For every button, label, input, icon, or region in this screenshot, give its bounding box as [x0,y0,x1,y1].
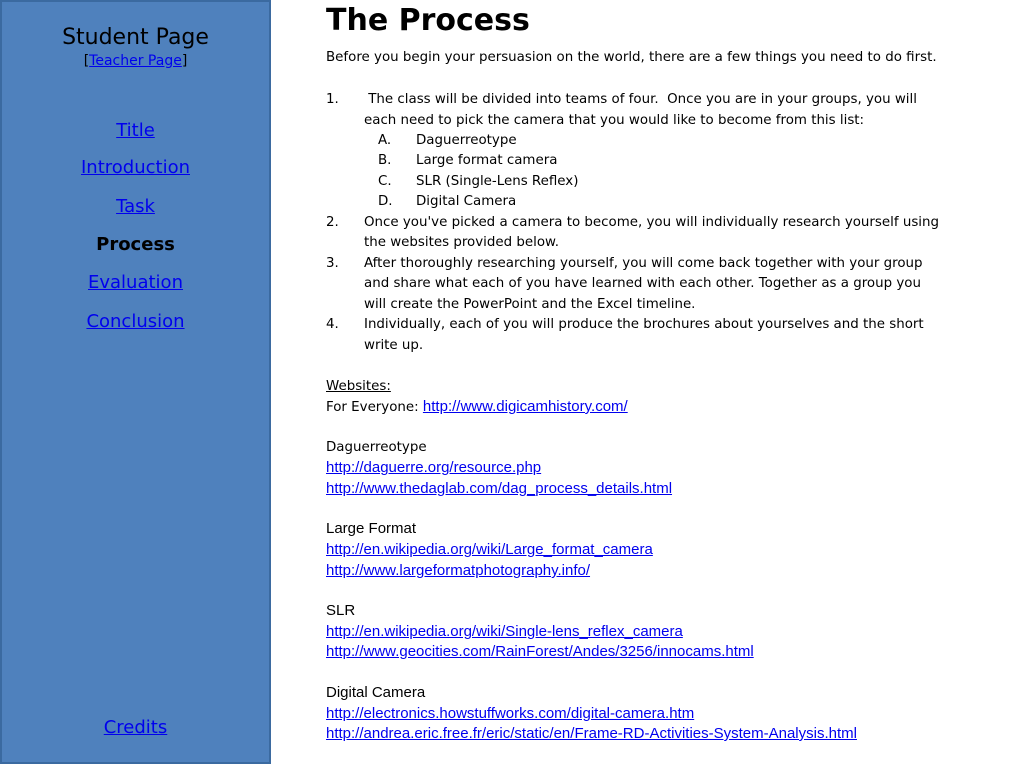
geocities-innocams-link[interactable]: http://www.geocities.com/RainForest/Andes/3256/innocams.html [326,643,754,660]
nav-task-link[interactable]: Task [116,196,155,217]
step-4-number: 4. [326,317,339,332]
bracket-close: ] [181,53,188,69]
camera-a-letter: A. [378,133,392,148]
for-everyone-label: For Everyone: [326,400,423,415]
bracket-open: [ [83,53,90,69]
nav-introduction-link[interactable]: Introduction [80,157,190,178]
group-digital-camera-heading: Digital Camera [326,684,426,701]
step-3-line-1: After thoroughly researching yourself, you will come back together with your group [364,256,923,271]
step-2-line-2: the websites provided below. [364,235,560,250]
intro-text: Before you begin your persuasion on the world, there are a few things you need to do first. [326,50,937,65]
teacher-page-link[interactable]: Teacher Page [89,53,182,69]
camera-d-letter: D. [378,194,393,209]
teacher-page-line [2,53,269,69]
camera-a-name: Daguerreotype [416,133,517,148]
step-2-number: 2. [326,215,339,230]
step-1-line-1: The class will be divided into teams of four. Once you are in your groups, you will [364,92,917,107]
camera-c-name: SLR (Single-Lens Reflex) [416,174,579,189]
student-page-title: Student Page [62,25,209,50]
nav-conclusion-link[interactable]: Conclusion [86,311,185,332]
step-4-line-2: write up. [364,338,424,353]
wikipedia-slr-link[interactable]: http://en.wikipedia.org/wiki/Single-lens_reflex_camera [326,623,683,640]
step-4-line-1: Individually, each of you will produce the brochures about yourselves and the short [364,317,924,332]
group-slr-heading: SLR [326,602,356,619]
camera-b-name: Large format camera [416,153,558,168]
nav-evaluation-link[interactable]: Evaluation [88,272,183,293]
howstuffworks-link[interactable]: http://electronics.howstuffworks.com/digital-camera.htm [326,705,695,722]
camera-d-name: Digital Camera [416,194,517,209]
nav-credits-link[interactable]: Credits [103,717,168,738]
step-3-number: 3. [326,256,339,271]
group-large-format-heading: Large Format [326,520,417,537]
camera-c-letter: C. [378,174,392,189]
step-3-line-2: and share what each of you have learned with each other. Together as a group you [364,276,921,291]
daguerre-resource-link[interactable]: http://daguerre.org/resource.php [326,459,542,476]
nav-title-link[interactable]: Title [116,120,155,141]
step-1-number: 1. [326,92,339,107]
websites-heading: Websites: [326,379,391,394]
for-everyone-line [326,399,628,416]
step-2-line-1: Once you've picked a camera to become, you will individually research yourself using [364,215,939,230]
nav-process-current: Process [96,234,175,255]
andrea-eric-link[interactable]: http://andrea.eric.free.fr/eric/static/en/Frame-RD-Activities-System-Analysis.html [326,725,857,742]
thedaglab-link[interactable]: http://www.thedaglab.com/dag_process_details.html [326,480,673,497]
camera-b-letter: B. [378,153,392,168]
step-3-line-3: will create the PowerPoint and the Excel timeline. [364,297,696,312]
group-daguerreotype-heading: Daguerreotype [326,440,427,455]
wikipedia-large-format-link[interactable]: http://en.wikipedia.org/wiki/Large_format_camera [326,541,653,558]
step-1-line-2: each need to pick the camera that you would like to become from this list: [364,113,865,128]
page-title: The Process [326,3,530,38]
largeformatphotography-link[interactable]: http://www.largeformatphotography.info/ [326,562,591,579]
digicamhistory-link[interactable]: http://www.digicamhistory.com/ [422,398,628,415]
sidebar [0,0,271,764]
